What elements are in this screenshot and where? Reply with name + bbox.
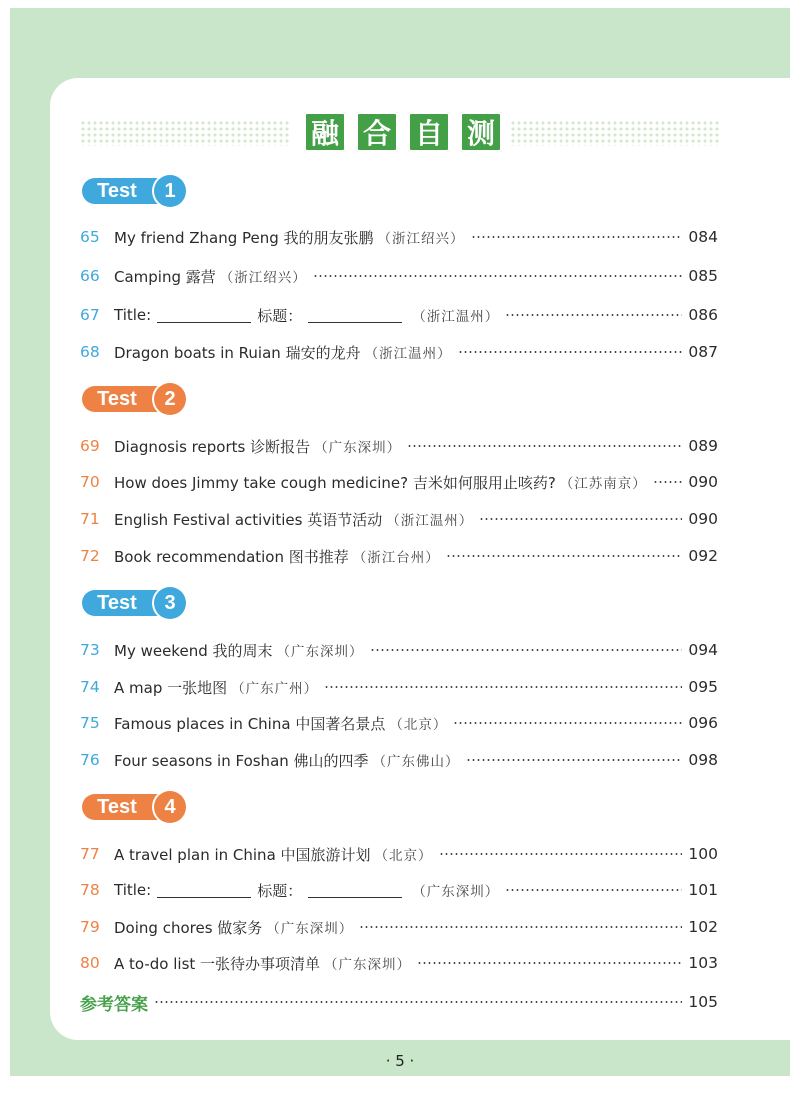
entry-page: 092	[688, 547, 718, 565]
entry-number: 65	[80, 228, 100, 246]
entry-title-b: 标题：	[257, 881, 303, 900]
entry-title: Book recommendation 图书推荐	[114, 547, 349, 566]
entry-number: 73	[80, 641, 100, 659]
entry-title: Diagnosis reports 诊断报告	[114, 437, 311, 456]
dot-leader	[370, 649, 683, 651]
entry-location: （北京）	[374, 848, 433, 864]
dot-leader	[324, 686, 682, 688]
toc-entry[interactable]	[80, 303, 718, 327]
dot-leader	[154, 1001, 682, 1003]
entry-number: 71	[80, 510, 100, 528]
entry-location: （浙江绍兴）	[377, 231, 465, 247]
title-blank	[308, 883, 402, 898]
test-number: 1	[154, 175, 186, 207]
dot-pattern-right	[510, 120, 720, 146]
toc-entry[interactable]	[80, 544, 718, 568]
entry-location: （江苏南京）	[559, 476, 647, 492]
dot-leader	[407, 445, 682, 447]
title-blank	[157, 308, 251, 323]
entry-location: （广东深圳）	[324, 957, 412, 973]
entry-number: 67	[80, 306, 100, 324]
toc-entry[interactable]	[80, 878, 718, 902]
test-number: 4	[154, 791, 186, 823]
entry-title: Four seasons in Foshan 佛山的四季	[114, 751, 369, 770]
entry-page: 090	[688, 510, 718, 528]
entry-location: （广东广州）	[231, 681, 319, 697]
dot-leader	[359, 926, 682, 928]
answers-title: 参考答案	[80, 994, 148, 1015]
test-label: Test	[82, 794, 158, 820]
entry-title: Doing chores 做家务	[114, 918, 263, 937]
toc-entry[interactable]	[80, 507, 718, 531]
title-char: 融	[304, 112, 346, 152]
entry-number: 66	[80, 267, 100, 285]
entry-location: （北京）	[389, 717, 448, 733]
answers-entry[interactable]	[80, 990, 718, 1014]
toc-entry[interactable]	[80, 711, 718, 735]
title-char: 合	[356, 112, 398, 152]
entry-page: 087	[688, 343, 718, 361]
dot-leader	[439, 853, 682, 855]
toc-entry[interactable]	[80, 434, 718, 458]
entry-number: 74	[80, 678, 100, 696]
entry-title-a: Title:	[114, 881, 152, 899]
toc-entry[interactable]	[80, 951, 718, 975]
entry-title: My friend Zhang Peng 我的朋友张鹏	[114, 228, 374, 247]
test-4-badge	[82, 791, 186, 823]
entry-page: 095	[688, 678, 718, 696]
entry-title: A map 一张地图	[114, 678, 228, 697]
entry-number: 77	[80, 845, 100, 863]
entry-location: （广东佛山）	[372, 754, 460, 770]
entry-number: 70	[80, 473, 100, 491]
toc-entry[interactable]	[80, 470, 718, 494]
entry-location: （广东深圳）	[276, 644, 364, 660]
entry-number: 79	[80, 918, 100, 936]
entry-number: 78	[80, 881, 100, 899]
entry-page: 096	[688, 714, 718, 732]
toc-entry[interactable]	[80, 915, 718, 939]
toc-entry[interactable]	[80, 225, 718, 249]
entry-page: 103	[688, 954, 718, 972]
toc-entry[interactable]	[80, 842, 718, 866]
entry-title: A travel plan in China 中国旅游计划	[114, 845, 371, 864]
test-label: Test	[82, 590, 158, 616]
entry-page: 084	[688, 228, 718, 246]
entry-page: 102	[688, 918, 718, 936]
entry-location: （广东深圳）	[412, 884, 500, 900]
entry-location: （广东深圳）	[266, 921, 354, 937]
entry-location: （浙江温州）	[412, 309, 500, 325]
entry-page: 085	[688, 267, 718, 285]
entry-page: 098	[688, 751, 718, 769]
entry-location: （浙江温州）	[386, 513, 474, 529]
entry-title: Dragon boats in Ruian 瑞安的龙舟	[114, 343, 361, 362]
answers-page: 105	[688, 993, 718, 1011]
test-label: Test	[82, 178, 158, 204]
dot-leader	[453, 722, 682, 724]
entry-title: How does Jimmy take cough medicine? 吉米如何服用止咳药?	[114, 473, 556, 492]
dot-leader	[417, 962, 682, 964]
title-char: 自	[408, 112, 450, 152]
page-number: · 5 ·	[385, 1052, 415, 1070]
test-number: 2	[154, 383, 186, 415]
dot-leader	[653, 481, 682, 483]
entry-location: （广东深圳）	[314, 440, 402, 456]
toc-entry[interactable]	[80, 340, 718, 364]
entry-location: （浙江台州）	[352, 550, 440, 566]
entry-number: 72	[80, 547, 100, 565]
entry-title: Famous places in China 中国著名景点	[114, 714, 386, 733]
toc-entry[interactable]	[80, 264, 718, 288]
entry-title: English Festival activities 英语节活动	[114, 510, 383, 529]
entry-title: Camping 露营	[114, 267, 216, 286]
dot-leader	[471, 236, 682, 238]
toc-entry[interactable]	[80, 675, 718, 699]
entry-title-b: 标题：	[257, 306, 303, 325]
section-title	[304, 112, 502, 152]
toc-entry[interactable]	[80, 748, 718, 772]
toc-entry[interactable]	[80, 638, 718, 662]
dot-leader	[458, 351, 682, 353]
entry-location: （浙江温州）	[364, 346, 452, 362]
title-char: 测	[460, 112, 502, 152]
entry-page: 101	[688, 881, 718, 899]
entry-number: 75	[80, 714, 100, 732]
title-blank	[308, 308, 402, 323]
dot-leader	[505, 314, 682, 316]
entry-number: 68	[80, 343, 100, 361]
entry-page: 089	[688, 437, 718, 455]
entry-title: A to-do list 一张待办事项清单	[114, 954, 321, 973]
entry-page: 100	[688, 845, 718, 863]
test-2-badge	[82, 383, 186, 415]
dot-leader	[313, 275, 682, 277]
dot-pattern-left	[80, 120, 290, 146]
entry-number: 76	[80, 751, 100, 769]
section-header	[80, 112, 720, 154]
entry-page: 090	[688, 473, 718, 491]
dot-leader	[479, 518, 682, 520]
test-number: 3	[154, 587, 186, 619]
entry-page: 086	[688, 306, 718, 324]
entry-location: （浙江绍兴）	[219, 270, 307, 286]
dot-leader	[505, 889, 682, 891]
entry-title: My weekend 我的周末	[114, 641, 273, 660]
entry-number: 80	[80, 954, 100, 972]
dot-leader	[446, 555, 682, 557]
entry-title-a: Title:	[114, 306, 152, 324]
dot-leader	[466, 759, 682, 761]
entry-page: 094	[688, 641, 718, 659]
title-blank	[157, 883, 251, 898]
test-3-badge	[82, 587, 186, 619]
test-1-badge	[82, 175, 186, 207]
entry-number: 69	[80, 437, 100, 455]
test-label: Test	[82, 386, 158, 412]
